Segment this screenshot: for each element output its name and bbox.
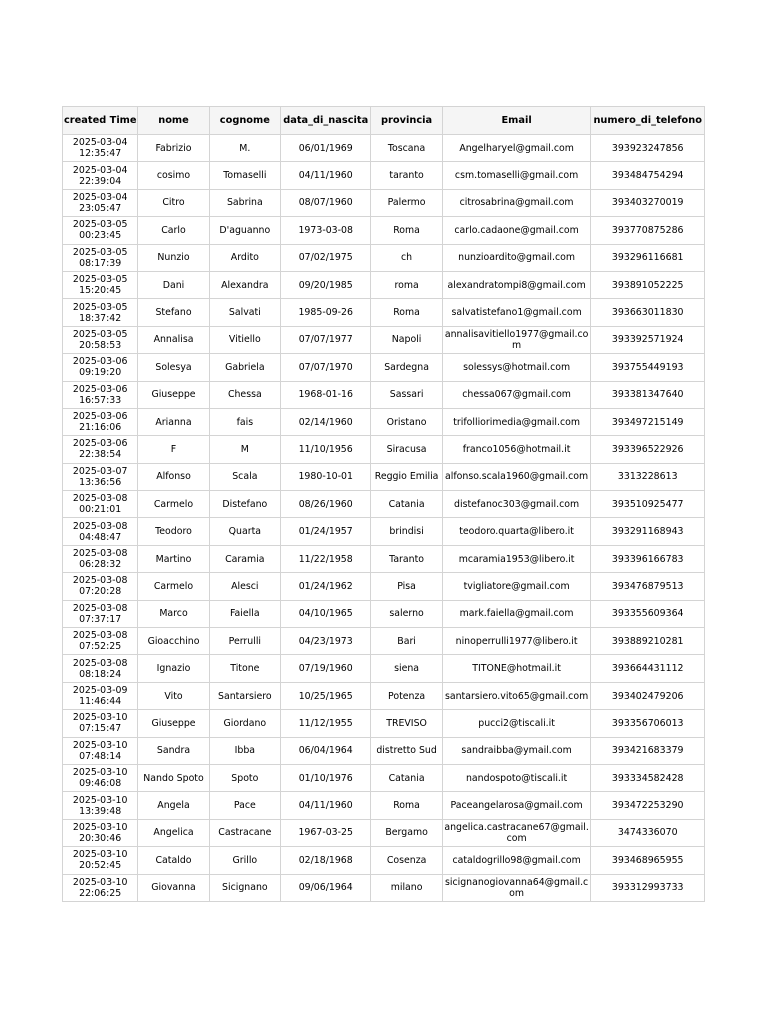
table-row: [63, 408, 705, 435]
table-row: [63, 737, 705, 764]
cell-created-time: 2025-03-08 04:48:47: [63, 518, 138, 545]
cell-created-time: 2025-03-04 22:39:04: [63, 162, 138, 189]
cell-email: distefanoc303@gmail.com: [442, 491, 591, 518]
cell-numero-di-telefono: 393755449193: [591, 354, 705, 381]
cell-created-time: 2025-03-08 00:21:01: [63, 491, 138, 518]
table-row: [63, 792, 705, 819]
table-row: [63, 491, 705, 518]
cell-nome: Marco: [138, 600, 209, 627]
cell-provincia: Napoli: [371, 326, 442, 353]
cell-created-time: 2025-03-08 07:52:25: [63, 628, 138, 655]
cell-email: annalisavitiello1977@gmail.com: [442, 326, 591, 353]
cell-numero-di-telefono: 393770875286: [591, 217, 705, 244]
cell-numero-di-telefono: 393497215149: [591, 408, 705, 435]
cell-nome: Dani: [138, 271, 209, 298]
cell-created-time: 2025-03-05 15:20:45: [63, 271, 138, 298]
cell-cognome: Sabrina: [209, 189, 280, 216]
table-header: [63, 107, 705, 135]
table-row: [63, 271, 705, 298]
cell-numero-di-telefono: 393381347640: [591, 381, 705, 408]
cell-nome: Sandra: [138, 737, 209, 764]
cell-provincia: Bergamo: [371, 819, 442, 846]
cell-nome: Giovanna: [138, 874, 209, 901]
cell-cognome: Perrulli: [209, 628, 280, 655]
cell-provincia: milano: [371, 874, 442, 901]
cell-nome: Fabrizio: [138, 135, 209, 162]
cell-cognome: Faiella: [209, 600, 280, 627]
cell-created-time: 2025-03-09 11:46:44: [63, 682, 138, 709]
cell-created-time: 2025-03-06 09:19:20: [63, 354, 138, 381]
table-row: [63, 299, 705, 326]
cell-data-di-nascita: 11/12/1955: [281, 710, 371, 737]
cell-numero-di-telefono: 393476879513: [591, 573, 705, 600]
cell-data-di-nascita: 11/22/1958: [281, 545, 371, 572]
cell-data-di-nascita: 01/24/1962: [281, 573, 371, 600]
cell-nome: Angela: [138, 792, 209, 819]
cell-numero-di-telefono: 393291168943: [591, 518, 705, 545]
cell-created-time: 2025-03-04 12:35:47: [63, 135, 138, 162]
cell-provincia: brindisi: [371, 518, 442, 545]
table-row: [63, 628, 705, 655]
cell-cognome: Chessa: [209, 381, 280, 408]
cell-created-time: 2025-03-08 07:20:28: [63, 573, 138, 600]
cell-data-di-nascita: 1980-10-01: [281, 463, 371, 490]
cell-cognome: Titone: [209, 655, 280, 682]
cell-provincia: ch: [371, 244, 442, 271]
table-row: [63, 655, 705, 682]
cell-email: nunzioardito@gmail.com: [442, 244, 591, 271]
cell-email: trifolliorimedia@gmail.com: [442, 408, 591, 435]
cell-email: mcaramia1953@libero.it: [442, 545, 591, 572]
cell-numero-di-telefono: 393356706013: [591, 710, 705, 737]
table-row: [63, 135, 705, 162]
cell-email: salvatistefano1@gmail.com: [442, 299, 591, 326]
cell-nome: Nando Spoto: [138, 764, 209, 791]
table-row: [63, 463, 705, 490]
cell-provincia: Toscana: [371, 135, 442, 162]
cell-created-time: 2025-03-10 13:39:48: [63, 792, 138, 819]
cell-numero-di-telefono: 393923247856: [591, 135, 705, 162]
cell-data-di-nascita: 09/20/1985: [281, 271, 371, 298]
cell-email: pucci2@tiscali.it: [442, 710, 591, 737]
cell-created-time: 2025-03-10 09:46:08: [63, 764, 138, 791]
cell-cognome: Santarsiero: [209, 682, 280, 709]
cell-provincia: Reggio Emilia: [371, 463, 442, 490]
cell-numero-di-telefono: 393891052225: [591, 271, 705, 298]
cell-email: TITONE@hotmail.it: [442, 655, 591, 682]
cell-email: chessa067@gmail.com: [442, 381, 591, 408]
table-row: [63, 244, 705, 271]
cell-cognome: Quarta: [209, 518, 280, 545]
cell-numero-di-telefono: 393355609364: [591, 600, 705, 627]
cell-data-di-nascita: 04/11/1960: [281, 792, 371, 819]
cell-nome: Vito: [138, 682, 209, 709]
cell-nome: cosimo: [138, 162, 209, 189]
cell-provincia: Potenza: [371, 682, 442, 709]
header-nome: nome: [138, 107, 209, 135]
cell-email: sandraibba@ymail.com: [442, 737, 591, 764]
cell-nome: Cataldo: [138, 847, 209, 874]
cell-email: angelica.castracane67@gmail.com: [442, 819, 591, 846]
cell-created-time: 2025-03-10 07:48:14: [63, 737, 138, 764]
cell-data-di-nascita: 04/11/1960: [281, 162, 371, 189]
cell-cognome: Castracane: [209, 819, 280, 846]
cell-data-di-nascita: 01/24/1957: [281, 518, 371, 545]
cell-numero-di-telefono: 393664431112: [591, 655, 705, 682]
cell-provincia: Bari: [371, 628, 442, 655]
cell-nome: Arianna: [138, 408, 209, 435]
cell-created-time: 2025-03-06 22:38:54: [63, 436, 138, 463]
cell-created-time: 2025-03-10 20:52:45: [63, 847, 138, 874]
cell-numero-di-telefono: 393396166783: [591, 545, 705, 572]
header-row: [63, 107, 705, 135]
cell-provincia: Sassari: [371, 381, 442, 408]
cell-numero-di-telefono: 393510925477: [591, 491, 705, 518]
cell-provincia: Pisa: [371, 573, 442, 600]
cell-email: csm.tomaselli@gmail.com: [442, 162, 591, 189]
cell-numero-di-telefono: 393403270019: [591, 189, 705, 216]
cell-cognome: D'aguanno: [209, 217, 280, 244]
cell-email: alexandratompi8@gmail.com: [442, 271, 591, 298]
cell-numero-di-telefono: 393484754294: [591, 162, 705, 189]
table-row: [63, 518, 705, 545]
header-created-time: created Time: [63, 107, 138, 135]
cell-email: nandospoto@tiscali.it: [442, 764, 591, 791]
cell-email: alfonso.scala1960@gmail.com: [442, 463, 591, 490]
cell-data-di-nascita: 09/06/1964: [281, 874, 371, 901]
cell-created-time: 2025-03-05 00:23:45: [63, 217, 138, 244]
cell-numero-di-telefono: 393392571924: [591, 326, 705, 353]
cell-data-di-nascita: 06/01/1969: [281, 135, 371, 162]
cell-email: ninoperrulli1977@libero.it: [442, 628, 591, 655]
cell-cognome: Alexandra: [209, 271, 280, 298]
cell-data-di-nascita: 07/19/1960: [281, 655, 371, 682]
cell-data-di-nascita: 02/18/1968: [281, 847, 371, 874]
cell-cognome: Tomaselli: [209, 162, 280, 189]
cell-created-time: 2025-03-04 23:05:47: [63, 189, 138, 216]
cell-provincia: Catania: [371, 491, 442, 518]
cell-provincia: Roma: [371, 299, 442, 326]
cell-provincia: salerno: [371, 600, 442, 627]
cell-numero-di-telefono: 393889210281: [591, 628, 705, 655]
cell-cognome: Spoto: [209, 764, 280, 791]
cell-email: Paceangelarosa@gmail.com: [442, 792, 591, 819]
header-data-di-nascita: data_di_nascita: [281, 107, 371, 135]
cell-created-time: 2025-03-10 20:30:46: [63, 819, 138, 846]
table-row: [63, 545, 705, 572]
data-table: [62, 106, 705, 902]
cell-nome: Stefano: [138, 299, 209, 326]
cell-provincia: Oristano: [371, 408, 442, 435]
cell-provincia: Catania: [371, 764, 442, 791]
cell-data-di-nascita: 08/26/1960: [281, 491, 371, 518]
cell-numero-di-telefono: 393421683379: [591, 737, 705, 764]
cell-email: sicignanogiovanna64@gmail.com: [442, 874, 591, 901]
cell-provincia: Taranto: [371, 545, 442, 572]
cell-numero-di-telefono: 393402479206: [591, 682, 705, 709]
cell-email: Angelharyel@gmail.com: [442, 135, 591, 162]
cell-created-time: 2025-03-05 08:17:39: [63, 244, 138, 271]
cell-provincia: Roma: [371, 217, 442, 244]
cell-created-time: 2025-03-06 21:16:06: [63, 408, 138, 435]
cell-email: solessys@hotmail.com: [442, 354, 591, 381]
cell-cognome: M.: [209, 135, 280, 162]
cell-data-di-nascita: 04/23/1973: [281, 628, 371, 655]
cell-created-time: 2025-03-08 06:28:32: [63, 545, 138, 572]
cell-cognome: Gabriela: [209, 354, 280, 381]
cell-email: cataldogrillo98@gmail.com: [442, 847, 591, 874]
cell-nome: Carmelo: [138, 573, 209, 600]
cell-provincia: taranto: [371, 162, 442, 189]
header-provincia: provincia: [371, 107, 442, 135]
cell-email: teodoro.quarta@libero.it: [442, 518, 591, 545]
table-row: [63, 819, 705, 846]
cell-data-di-nascita: 06/04/1964: [281, 737, 371, 764]
table-row: [63, 162, 705, 189]
cell-provincia: distretto Sud: [371, 737, 442, 764]
cell-cognome: Distefano: [209, 491, 280, 518]
cell-nome: Angelica: [138, 819, 209, 846]
cell-numero-di-telefono: 393396522926: [591, 436, 705, 463]
cell-cognome: Giordano: [209, 710, 280, 737]
cell-cognome: M: [209, 436, 280, 463]
cell-data-di-nascita: 07/07/1977: [281, 326, 371, 353]
cell-cognome: Alesci: [209, 573, 280, 600]
cell-email: mark.faiella@gmail.com: [442, 600, 591, 627]
cell-cognome: Sicignano: [209, 874, 280, 901]
cell-provincia: Siracusa: [371, 436, 442, 463]
cell-email: carlo.cadaone@gmail.com: [442, 217, 591, 244]
cell-data-di-nascita: 07/07/1970: [281, 354, 371, 381]
table-row: [63, 710, 705, 737]
cell-provincia: Cosenza: [371, 847, 442, 874]
cell-provincia: Roma: [371, 792, 442, 819]
cell-nome: Martino: [138, 545, 209, 572]
cell-numero-di-telefono: 393334582428: [591, 764, 705, 791]
cell-created-time: 2025-03-10 07:15:47: [63, 710, 138, 737]
cell-cognome: Grillo: [209, 847, 280, 874]
cell-cognome: Salvati: [209, 299, 280, 326]
header-numero-di-telefono: numero_di_telefono: [591, 107, 705, 135]
table-row: [63, 381, 705, 408]
cell-provincia: TREVISO: [371, 710, 442, 737]
cell-cognome: Pace: [209, 792, 280, 819]
cell-provincia: Palermo: [371, 189, 442, 216]
cell-cognome: Ardito: [209, 244, 280, 271]
cell-data-di-nascita: 1968-01-16: [281, 381, 371, 408]
cell-data-di-nascita: 08/07/1960: [281, 189, 371, 216]
table-row: [63, 436, 705, 463]
cell-numero-di-telefono: 3474336070: [591, 819, 705, 846]
cell-nome: Nunzio: [138, 244, 209, 271]
cell-nome: F: [138, 436, 209, 463]
table-row: [63, 682, 705, 709]
table-row: [63, 354, 705, 381]
cell-provincia: Sardegna: [371, 354, 442, 381]
table-row: [63, 217, 705, 244]
cell-cognome: fais: [209, 408, 280, 435]
table-row: [63, 874, 705, 901]
cell-numero-di-telefono: 393472253290: [591, 792, 705, 819]
cell-nome: Gioacchino: [138, 628, 209, 655]
cell-data-di-nascita: 1985-09-26: [281, 299, 371, 326]
cell-cognome: Scala: [209, 463, 280, 490]
cell-created-time: 2025-03-08 07:37:17: [63, 600, 138, 627]
table-body: [63, 135, 705, 902]
cell-nome: Ignazio: [138, 655, 209, 682]
cell-nome: Citro: [138, 189, 209, 216]
table-row: [63, 326, 705, 353]
cell-provincia: siena: [371, 655, 442, 682]
cell-provincia: roma: [371, 271, 442, 298]
cell-created-time: 2025-03-05 20:58:53: [63, 326, 138, 353]
cell-data-di-nascita: 04/10/1965: [281, 600, 371, 627]
cell-nome: Teodoro: [138, 518, 209, 545]
cell-email: franco1056@hotmail.it: [442, 436, 591, 463]
cell-nome: Giuseppe: [138, 381, 209, 408]
cell-data-di-nascita: 11/10/1956: [281, 436, 371, 463]
cell-created-time: 2025-03-10 22:06:25: [63, 874, 138, 901]
cell-created-time: 2025-03-08 08:18:24: [63, 655, 138, 682]
cell-nome: Giuseppe: [138, 710, 209, 737]
header-cognome: cognome: [209, 107, 280, 135]
cell-nome: Alfonso: [138, 463, 209, 490]
cell-created-time: 2025-03-06 16:57:33: [63, 381, 138, 408]
cell-cognome: Vitiello: [209, 326, 280, 353]
cell-data-di-nascita: 07/02/1975: [281, 244, 371, 271]
table-row: [63, 573, 705, 600]
table-row: [63, 600, 705, 627]
cell-email: tvigliatore@gmail.com: [442, 573, 591, 600]
cell-numero-di-telefono: 393296116681: [591, 244, 705, 271]
cell-data-di-nascita: 1973-03-08: [281, 217, 371, 244]
cell-numero-di-telefono: 393663011830: [591, 299, 705, 326]
cell-data-di-nascita: 10/25/1965: [281, 682, 371, 709]
cell-cognome: Ibba: [209, 737, 280, 764]
cell-nome: Carmelo: [138, 491, 209, 518]
cell-data-di-nascita: 01/10/1976: [281, 764, 371, 791]
cell-data-di-nascita: 1967-03-25: [281, 819, 371, 846]
cell-cognome: Caramia: [209, 545, 280, 572]
cell-created-time: 2025-03-07 13:36:56: [63, 463, 138, 490]
cell-numero-di-telefono: 393468965955: [591, 847, 705, 874]
table-row: [63, 189, 705, 216]
cell-nome: Annalisa: [138, 326, 209, 353]
cell-numero-di-telefono: 393312993733: [591, 874, 705, 901]
table-row: [63, 847, 705, 874]
cell-created-time: 2025-03-05 18:37:42: [63, 299, 138, 326]
cell-data-di-nascita: 02/14/1960: [281, 408, 371, 435]
cell-numero-di-telefono: 3313228613: [591, 463, 705, 490]
header-email: Email: [442, 107, 591, 135]
table-row: [63, 764, 705, 791]
cell-nome: Solesya: [138, 354, 209, 381]
cell-email: citrosabrina@gmail.com: [442, 189, 591, 216]
cell-nome: Carlo: [138, 217, 209, 244]
cell-email: santarsiero.vito65@gmail.com: [442, 682, 591, 709]
